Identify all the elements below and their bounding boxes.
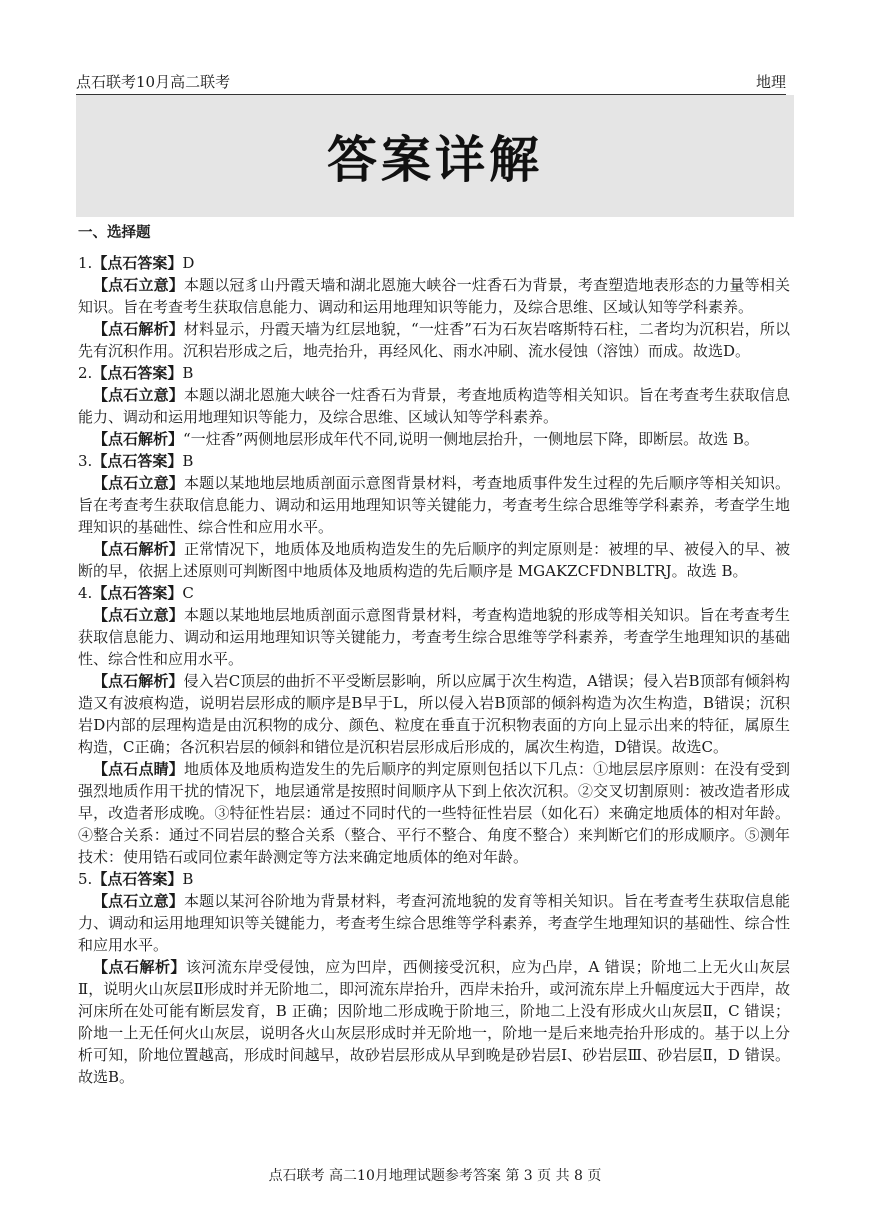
question-number: 1. (78, 254, 93, 272)
explanation-paragraph (78, 274, 790, 318)
question-answer-line (78, 582, 790, 604)
question-answer-line (78, 362, 790, 384)
paragraph-text: 本题以湖北恩施大峡谷一炷香石为背景，考查地质构造等相关知识。旨在考查考生获取信息能力、调动和运用地理知识等能力，及综合思维、区域认知等学科素养。 (78, 386, 790, 426)
title-banner (76, 95, 794, 217)
paragraph-text: “一炷香”两侧地层形成年代不同,说明一侧地层抬升，一侧地层下降，即断层。故选 B。 (183, 430, 759, 448)
paragraph-tag: 【点石解析】 (93, 672, 184, 690)
answer-value: B (182, 452, 194, 470)
paragraph-tag: 【点石点睛】 (93, 760, 184, 778)
paragraph-text: 该河流东岸受侵蚀，应为凹岸，西侧接受沉积，应为凸岸，A 错误；阶地二上无火山灰层Ⅱ，说明火山灰层Ⅱ形成时并无阶地二，即河流东岸抬升，西岸未抬升，或河流东岸上升幅度远大于西岸，故河床所在处可能有断层发育，B 正确；因阶地二形成晚于阶地三，阶地二上没有形成火山灰层Ⅱ，C 错误；阶地一上无任何火山灰层，说明各火山灰层形成时并无阶地一，阶地一是后来地壳抬升形成的。基于以上分析可知，阶地位置越高，形成时间越早，故砂岩层形成从早到晚是砂岩层Ⅰ、砂岩层Ⅲ、砂岩层Ⅱ，D 错误。故选B。 (78, 958, 790, 1086)
paragraph-text: 侵入岩C顶层的曲折不平受断层影响，所以应属于次生构造，A错误；侵入岩B顶部有倾斜构造又有波痕构造，说明岩层形成的顺序是B早于L，所以侵入岩B顶部的倾斜构造为次生构造，B错误；沉积岩D内部的层理构造是由沉积物的成分、颜色、粒度在垂直于沉积物表面的方向上显示出来的特征，属原生构造，C正确；各沉积岩层的倾斜和错位是沉积岩层形成后形成的，属次生构造，D错误。故选C。 (78, 672, 790, 756)
paragraph-tag: 【点石解析】 (93, 540, 184, 558)
question-number: 5. (78, 870, 93, 888)
paragraph-tag: 【点石立意】 (93, 606, 184, 624)
explanation-paragraph (78, 384, 790, 428)
answer-value: D (182, 254, 195, 272)
answer-tag: 【点石答案】 (92, 870, 183, 888)
answer-tag: 【点石答案】 (92, 254, 183, 272)
explanation-paragraph (78, 956, 790, 1088)
explanation-paragraph (78, 538, 790, 582)
paragraph-text: 本题以某地地层地质剖面示意图背景材料，考查构造地貌的形成等相关知识。旨在考查考生获取信息能力、调动和运用地理知识等关键能力，考查考生综合思维等学科素养，考查学生地理知识的基础性、综合性和应用水平。 (78, 606, 790, 668)
paragraph-tag: 【点石立意】 (93, 276, 184, 294)
question-block (78, 582, 790, 868)
question-block (78, 362, 790, 450)
explanation-paragraph (78, 758, 790, 868)
question-block (78, 868, 790, 1088)
question-number: 4. (78, 584, 93, 602)
paragraph-tag: 【点石解析】 (93, 958, 186, 976)
paragraph-text: 地质体及地质构造发生的先后顺序的判定原则包括以下几点：①地层层序原则：在没有受到强烈地质作用干扰的情况下，地层通常是按照时间顺序从下到上依次沉积。②交叉切割原则：被改造者形成早，改造者形成晚。③特征性岩层：通过不同时代的一些特征性岩层（如化石）来确定地质体的相对年龄。④整合关系：通过不同岩层的整合关系（整合、平行不整合、角度不整合）来判断它们的形成顺序。⑤测年技术：使用锆石或同位素年龄测定等方法来确定地质体的绝对年龄。 (78, 760, 790, 866)
header-exam-name: 点石联考10月高二联考 (76, 73, 231, 91)
paragraph-tag: 【点石立意】 (93, 474, 184, 492)
question-answer-line (78, 252, 790, 274)
question-block (78, 252, 790, 362)
question-number: 2. (78, 364, 93, 382)
explanation-paragraph (78, 604, 790, 670)
explanation-paragraph (78, 890, 790, 956)
answer-tag: 【点石答案】 (92, 452, 183, 470)
answer-value: B (182, 364, 194, 382)
section-title: 一、选择题 (78, 225, 151, 241)
answer-value: C (182, 584, 194, 602)
paragraph-tag: 【点石解析】 (93, 430, 184, 448)
answer-tag: 【点石答案】 (92, 364, 183, 382)
explanation-paragraph (78, 318, 790, 362)
header-subject: 地理 (755, 73, 786, 91)
explanation-paragraph (78, 428, 790, 450)
paragraph-text: 正常情况下，地质体及地质构造发生的先后顺序的判定原则是：被埋的早、被侵入的早、被断的早，依据上述原则可判断图中地质体及地质构造的先后顺序是 MGAKZCFDNBLTRJ。故选 B。 (78, 540, 790, 580)
paragraph-text: 材料显示，丹霞天墙为红层地貌，“一炷香”石为石灰岩喀斯特石柱，二者均为沉积岩，所以先有沉积作用。沉积岩形成之后，地壳抬升，再经风化、雨水冲刷、流水侵蚀（溶蚀）而成。故选D。 (78, 320, 790, 360)
question-answer-line (78, 868, 790, 890)
question-answer-line (78, 450, 790, 472)
paragraph-tag: 【点石解析】 (93, 320, 184, 338)
page-header (76, 70, 786, 95)
answer-tag: 【点石答案】 (92, 584, 183, 602)
page-title: 答案详解 (327, 130, 543, 189)
paragraph-text: 本题以冠豸山丹霞天墙和湖北恩施大峡谷一炷香石为背景，考查塑造地表形态的力量等相关知识。旨在考查考生获取信息能力、调动和运用地理知识等能力，及综合思维、区域认知等学科素养。 (78, 276, 790, 316)
explanation-paragraph (78, 472, 790, 538)
page-footer: 点石联考 高二10月地理试题参考答案 第 3 页 共 8 页 (268, 1168, 602, 1184)
paragraph-text: 本题以某地地层地质剖面示意图背景材料，考查地质事件发生过程的先后顺序等相关知识。旨在考查考生获取信息能力、调动和运用地理知识等关键能力，考查考生综合思维等学科素养，考查学生地理知识的基础性、综合性和应用水平。 (78, 474, 790, 536)
paragraph-tag: 【点石立意】 (93, 386, 184, 404)
answer-value: B (182, 870, 194, 888)
paragraph-tag: 【点石立意】 (93, 892, 184, 910)
answer-content (78, 222, 790, 1088)
question-block (78, 450, 790, 582)
paragraph-text: 本题以某河谷阶地为背景材料，考查河流地貌的发育等相关知识。旨在考查考生获取信息能力、调动和运用地理知识等关键能力，考查考生综合思维等学科素养，考查学生地理知识的基础性、综合性和应用水平。 (78, 892, 790, 954)
question-number: 3. (78, 452, 93, 470)
explanation-paragraph (78, 670, 790, 758)
